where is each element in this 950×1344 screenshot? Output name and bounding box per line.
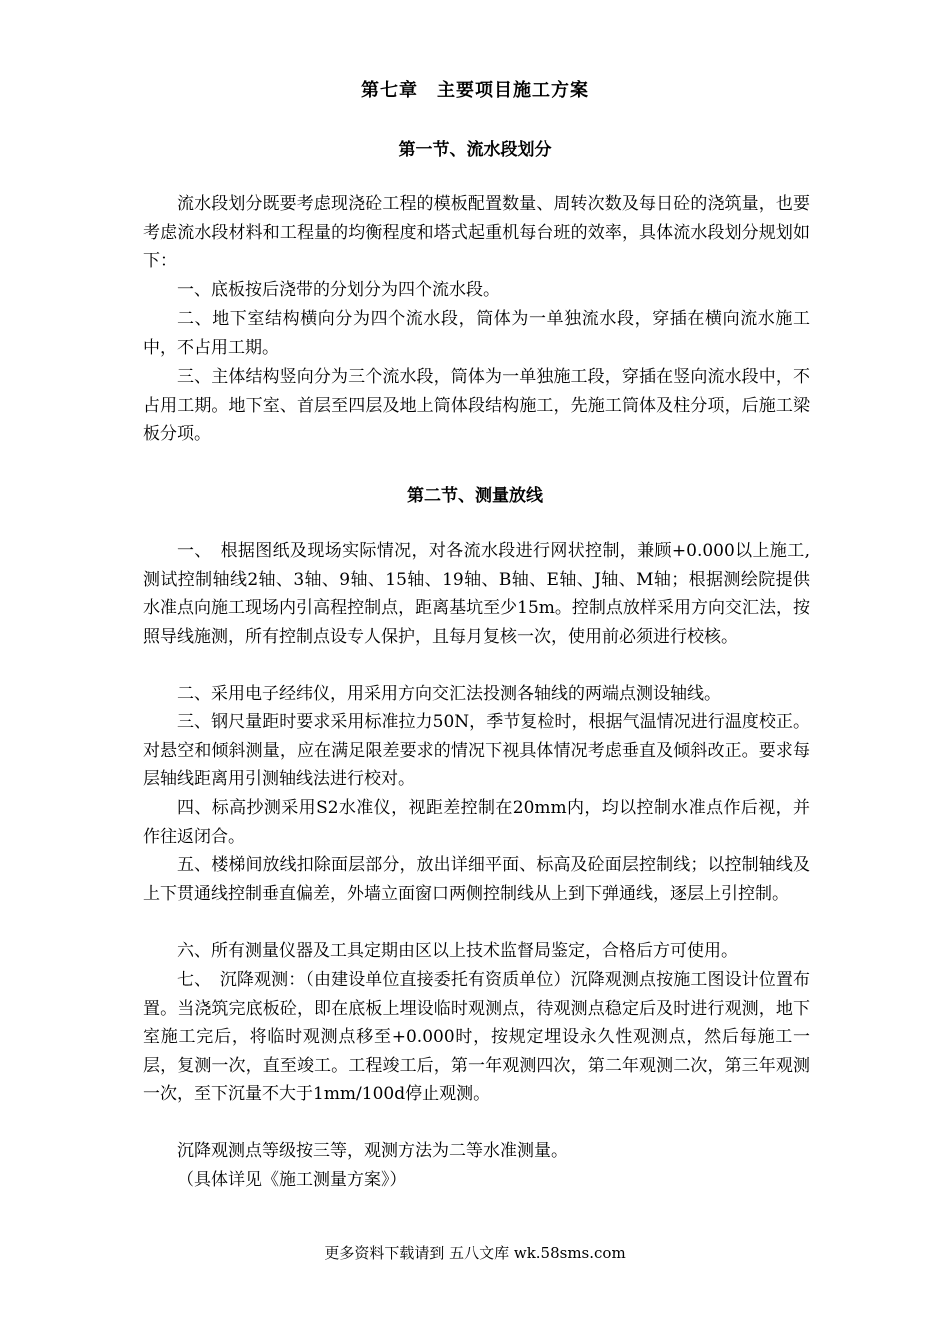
paragraph: 沉降观测点等级按三等，观测方法为二等水准测量。	[177, 1141, 568, 1161]
section-title-1: 第一节、流水段划分	[398, 140, 552, 160]
paragraph: 六、所有测量仪器及工具定期由区以上技术监督局鉴定，合格后方可使用。	[177, 941, 738, 961]
chapter-title: 第七章 主要项目施工方案	[361, 80, 589, 101]
paragraph: 一、 根据图纸及现场实际情况，对各流水段进行网状控制，兼顾+0.000以上施工,测试控制轴线2轴、3轴、9轴、15轴、19轴、B轴、E轴、J轴、M轴；根据测绘院提供水准点向施工现场内引高程控制点，距离基坑至少15m。控制点放样采用方向交汇法，按照导线施测，所有控制点设专人保护，且每月复核一次，使用前必须进行校核。	[143, 541, 810, 647]
paragraph: 三、钢尺量距时要求采用标准拉力50N，季节复检时，根据气温情况进行温度校正。对悬空和倾斜测量，应在满足限差要求的情况下视具体情况考虑垂直及倾斜改正。要求每层轴线距离用引测轴线法进行校对。	[143, 712, 810, 789]
paragraph: 四、标高抄测采用S2水准仪，视距差控制在20mm内，均以控制水准点作后视，并作往返闭合。	[143, 798, 810, 847]
paragraph: （具体详见《施工测量方案》）	[177, 1170, 407, 1190]
paragraph: 流水段划分既要考虑现浇砼工程的模板配置数量、周转次数及每日砼的浇筑量，也要考虑流水段材料和工程量的均衡程度和塔式起重机每台班的效率，具体流水段划分规划如下：	[143, 194, 810, 271]
paragraph: 七、 沉降观测：（由建设单位直接委托有资质单位）沉降观测点按施工图设计位置布置。当浇筑完底板砼，即在底板上埋设临时观测点，待观测点稳定后及时进行观测，地下室施工完后，将临时观测点移至+0.000时，按规定埋设永久性观测点，然后每施工一层，复测一次，直至竣工。工程竣工后，第一年观测四次，第二年观测二次，第三年观测一次，至下沉量不大于1mm/100d停止观测。	[143, 970, 810, 1104]
paragraph: 二、采用电子经纬仪，用采用方向交汇法投测各轴线的两端点测设轴线。	[177, 684, 721, 704]
paragraph: 一、底板按后浇带的分划分为四个流水段。	[177, 280, 500, 300]
paragraph: 二、地下室结构横向分为四个流水段，筒体为一单独流水段，穿插在横向流水施工中，不占用工期。	[143, 309, 810, 358]
footer-link[interactable]: 更多资料下载请到 五八文库 wk.58sms.com	[324, 1244, 626, 1262]
paragraph: 三、主体结构竖向分为三个流水段，筒体为一单独施工段，穿插在竖向流水段中，不占用工期。地下室、首层至四层及地上筒体段结构施工，先施工筒体及柱分项，后施工梁板分项。	[143, 367, 810, 444]
paragraph: 五、楼梯间放线扣除面层部分，放出详细平面、标高及砼面层控制线；以控制轴线及上下贯通线控制垂直偏差，外墙立面窗口两侧控制线从上到下弹通线，逐层上引控制。	[143, 855, 810, 904]
section-title-2: 第二节、测量放线	[407, 486, 543, 506]
